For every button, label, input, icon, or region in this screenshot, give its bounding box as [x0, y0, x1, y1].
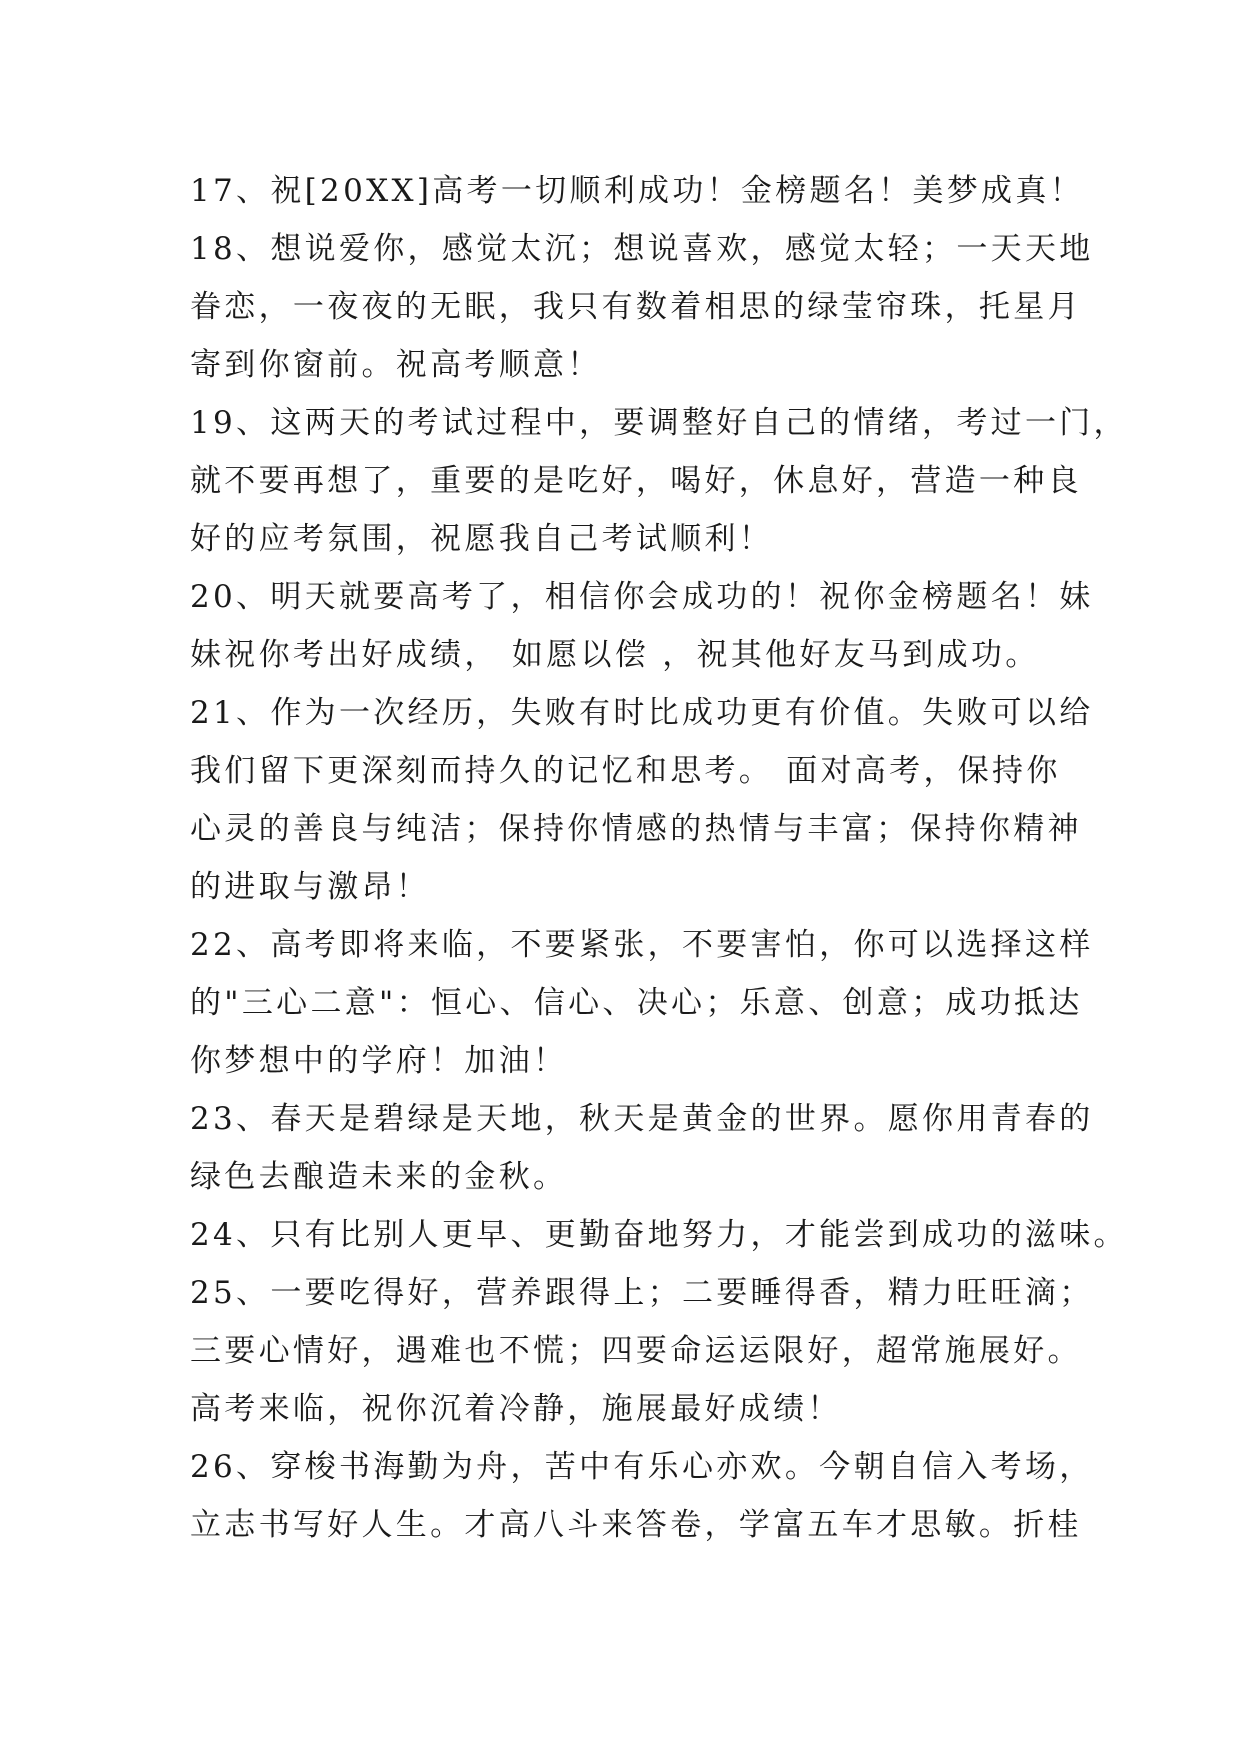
text-line: 心灵的善良与纯洁；保持你情感的热情与丰富；保持你精神	[190, 811, 1082, 847]
text-line: 三要心情好，遇难也不慌；四要命运运限好，超常施展好。	[190, 1333, 1082, 1369]
document-body	[190, 162, 1128, 1554]
text-line: 19、这两天的考试过程中，要调整好自己的情绪，考过一门，	[190, 405, 1128, 441]
text-line: 18、想说爱你，感觉太沉；想说喜欢，感觉太轻；一天天地	[190, 231, 1094, 267]
text-line: 的"三心二意"：恒心、信心、决心；乐意、创意；成功抵达	[190, 985, 1083, 1021]
text-line: 20、明天就要高考了，相信你会成功的！祝你金榜题名！妹	[190, 579, 1094, 615]
text-line: 22、高考即将来临，不要紧张，不要害怕，你可以选择这样	[190, 927, 1094, 963]
text-line: 寄到你窗前。祝高考顺意！	[190, 347, 602, 383]
text-line: 妹祝你考出好成绩， 如愿以偿 ，祝其他好友马到成功。	[190, 637, 1040, 673]
text-line: 23、春天是碧绿是天地，秋天是黄金的世界。愿你用青春的	[190, 1101, 1094, 1137]
text-line: 立志书写好人生。才高八斗来答卷，学富五车才思敏。折桂	[190, 1507, 1082, 1543]
text-line: 高考来临，祝你沉着冷静，施展最好成绩！	[190, 1391, 842, 1427]
text-line: 24、只有比别人更早、更勤奋地努力，才能尝到成功的滋味。	[190, 1217, 1128, 1253]
text-line: 绿色去酿造未来的金秋。	[190, 1159, 568, 1195]
text-line: 21、作为一次经历，失败有时比成功更有价值。失败可以给	[190, 695, 1094, 731]
text-line: 26、穿梭书海勤为舟，苦中有乐心亦欢。今朝自信入考场，	[190, 1449, 1094, 1485]
text-line: 的进取与激昂！	[190, 869, 431, 905]
text-line: 25、一要吃得好，营养跟得上；二要睡得香，精力旺旺滴；	[190, 1275, 1094, 1311]
text-line: 你梦想中的学府！加油！	[190, 1043, 568, 1079]
text-line: 眷恋，一夜夜的无眠，我只有数着相思的绿莹帘珠，托星月	[190, 289, 1082, 325]
text-line: 就不要再想了，重要的是吃好，喝好，休息好，营造一种良	[190, 463, 1082, 499]
text-line: 我们留下更深刻而持久的记忆和思考。 面对高考，保持你	[190, 753, 1061, 789]
text-line: 好的应考氛围，祝愿我自己考试顺利！	[190, 521, 774, 557]
text-line: 17、祝[20XX]高考一切顺利成功！金榜题名！美梦成真！	[190, 173, 1084, 209]
